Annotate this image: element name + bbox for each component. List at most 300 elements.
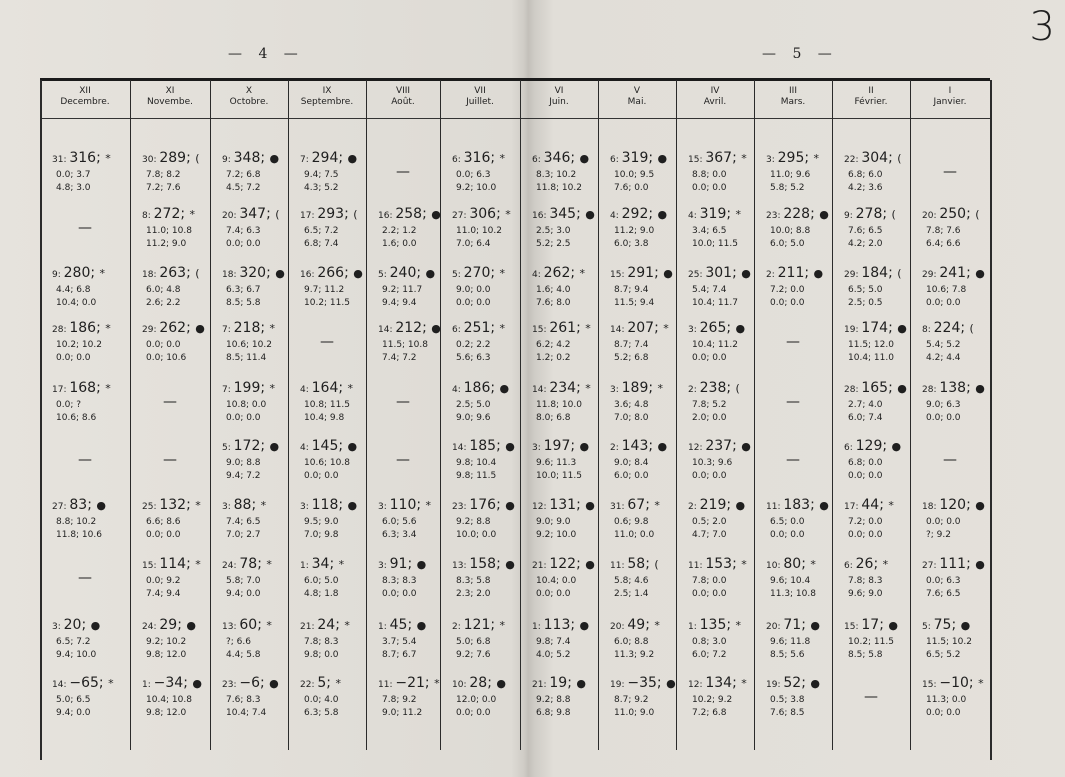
entry-line-1: 9.7; 11.2 (304, 285, 345, 295)
day-entry (532, 675, 586, 720)
entry-line-1: 0.0; 4.0 (304, 695, 339, 705)
day-entry (610, 438, 667, 483)
separator: : (305, 502, 312, 512)
entry-value: 134 (705, 675, 733, 691)
separator: ; (968, 675, 979, 691)
day-entry (222, 320, 275, 365)
entry-main (844, 206, 896, 225)
entry-line-1: 7.2; 0.0 (770, 285, 805, 295)
entry-line-2: 9.0; 11.2 (382, 708, 423, 718)
entry-line-1: 7.8; 7.6 (926, 226, 961, 236)
weather-symbol: ● (416, 558, 427, 571)
day-entry (922, 265, 985, 310)
day-entry (844, 556, 888, 601)
separator: : (457, 155, 464, 165)
month-header (520, 86, 598, 108)
weather-symbol: * (260, 499, 267, 512)
entry-day: 16 (378, 211, 390, 221)
entry-line-2: 0.0; 0.0 (770, 298, 805, 308)
day-entry (378, 617, 426, 662)
separator: : (849, 443, 856, 453)
weather-symbol: ( (654, 558, 659, 571)
separator: : (457, 325, 464, 335)
entry-line-2: 0.0; 0.0 (456, 708, 491, 718)
separator: : (543, 325, 550, 335)
weather-symbol: ● (585, 499, 595, 512)
entry-day: 31 (52, 155, 64, 165)
day-entry (142, 675, 202, 720)
entry-line-2: 0.0; 0.0 (848, 530, 883, 540)
entry-line-1: 0.0; 9.2 (146, 576, 181, 586)
entry-main (52, 320, 111, 339)
day-entry (300, 150, 357, 195)
weather-symbol: ( (195, 267, 200, 280)
month-name: Février. (854, 97, 888, 107)
separator: ; (338, 497, 348, 513)
entry-line-2: 9.2; 10.0 (536, 530, 577, 540)
month-header (832, 86, 910, 108)
empty-cell-dash: — (163, 452, 177, 468)
separator: ; (422, 206, 432, 222)
entry-line-1: 0.0; 3.7 (56, 170, 91, 180)
entry-day: 4 (532, 270, 538, 280)
entry-value: 121 (463, 617, 491, 633)
day-entry (610, 497, 660, 542)
day-entry (688, 556, 747, 601)
entry-line-1: 8.8; 10.2 (56, 517, 97, 527)
entry-main (452, 617, 505, 636)
day-entry (452, 438, 515, 483)
entry-day: 6 (844, 561, 850, 571)
day-entry (766, 150, 819, 195)
entry-day: 22 (844, 155, 856, 165)
entry-value: 251 (463, 320, 491, 336)
weather-symbol: * (269, 382, 276, 395)
entry-main (532, 265, 585, 284)
weather-symbol: ● (505, 558, 515, 571)
entry-day: 2 (452, 622, 458, 632)
entry-line-1: 0.2; 2.2 (456, 340, 491, 350)
entry-day: 6 (452, 325, 458, 335)
entry-day: 15 (532, 325, 544, 335)
entry-day: 2 (766, 270, 772, 280)
entry-line-1: 0.0; 0.0 (926, 517, 961, 527)
entry-line-2: 10.0; 11.5 (692, 239, 738, 249)
entry-day: 31 (610, 502, 622, 512)
entry-day: 5 (222, 443, 228, 453)
entry-value: 122 (549, 556, 577, 572)
weather-symbol: * (195, 499, 201, 512)
entry-line-2: ?; 9.2 (926, 530, 951, 540)
entry-value: 319 (621, 150, 649, 166)
separator: ; (882, 438, 892, 454)
entry-main (222, 150, 279, 169)
separator: ; (656, 675, 667, 691)
entry-line-1: ?; 6.6 (226, 637, 251, 647)
separator: ; (260, 675, 270, 691)
weather-symbol: ● (960, 619, 971, 632)
entry-main (452, 438, 515, 457)
day-entry (688, 150, 747, 195)
day-entry (142, 556, 201, 601)
entry-day: 27 (452, 211, 464, 221)
weather-symbol: ● (585, 208, 595, 221)
entry-line-1: 3.6; 4.8 (614, 400, 649, 410)
entry-value: 266 (317, 265, 345, 281)
entry-value: 316 (463, 150, 491, 166)
entry-main (532, 556, 595, 575)
day-entry (452, 617, 505, 662)
weather-symbol: ● (579, 619, 590, 632)
month-header (910, 86, 990, 108)
entry-value: 345 (549, 206, 577, 222)
day-entry (844, 265, 902, 310)
entry-value: −21 (395, 675, 425, 691)
entry-main (688, 438, 751, 457)
entry-line-1: 7.2; 0.0 (848, 517, 883, 527)
day-entry (452, 497, 515, 542)
entry-line-2: 0.0; 0.0 (848, 471, 883, 481)
entry-main (844, 438, 901, 457)
empty-cell-dash: — (396, 164, 410, 180)
day-entry (300, 497, 357, 542)
day-entry (766, 675, 820, 720)
entry-value: 118 (311, 497, 339, 513)
entry-line-2: 9.8; 12.0 (146, 708, 187, 718)
day-entry (222, 380, 275, 425)
weather-symbol: * (663, 322, 669, 335)
entry-day: 25 (688, 270, 700, 280)
day-entry (922, 556, 985, 601)
entry-main (610, 265, 673, 284)
separator: : (153, 502, 160, 512)
separator: ; (801, 675, 811, 691)
weather-symbol: ● (195, 322, 205, 335)
separator: ; (567, 675, 577, 691)
separator: : (699, 270, 706, 280)
entry-main (452, 150, 505, 169)
entry-day: 23 (766, 211, 778, 221)
entry-main (688, 320, 745, 339)
entry-value: 234 (549, 380, 577, 396)
entry-value: 280 (63, 265, 91, 281)
weather-symbol: * (579, 267, 586, 280)
entry-main (222, 380, 275, 399)
separator: ; (888, 380, 898, 396)
entry-main (766, 150, 819, 169)
entry-day: 1 (532, 622, 538, 632)
separator: : (693, 211, 700, 221)
weather-symbol: ● (96, 499, 106, 512)
separator: : (153, 622, 160, 632)
entry-line-2: 2.5; 0.5 (848, 298, 883, 308)
weather-symbol: * (735, 619, 742, 632)
weather-symbol: ● (505, 440, 515, 453)
separator: ; (648, 206, 658, 222)
entry-value: 75 (933, 617, 952, 633)
separator: ; (804, 265, 814, 281)
entry-value: 316 (69, 150, 97, 166)
entry-line-2: 7.2; 7.6 (146, 183, 181, 193)
separator: ; (570, 617, 580, 633)
day-entry (922, 617, 972, 662)
entry-line-1: 10.8; 0.0 (226, 400, 267, 410)
separator: ; (888, 265, 898, 281)
weather-symbol: * (888, 499, 894, 512)
separator: : (389, 680, 396, 690)
day-entry (452, 150, 505, 195)
entry-line-2: 8.0; 6.8 (536, 413, 571, 423)
weather-symbol: ● (819, 208, 829, 221)
entry-main (610, 497, 660, 516)
weather-symbol: ● (657, 440, 668, 453)
entry-value: 212 (395, 320, 423, 336)
weather-symbol: ● (579, 440, 590, 453)
separator: ; (570, 438, 580, 454)
entry-main (844, 150, 902, 169)
entry-value: 45 (389, 617, 408, 633)
entry-main (688, 497, 745, 516)
entry-main (532, 617, 589, 636)
entry-value: 138 (939, 380, 967, 396)
month-name: Mai. (627, 97, 647, 107)
weather-symbol: ● (269, 152, 280, 165)
entry-main (222, 617, 272, 636)
separator: : (311, 680, 318, 690)
day-entry (844, 320, 907, 365)
table-top-rule (40, 78, 990, 81)
entry-value: 110 (389, 497, 417, 513)
separator: : (153, 561, 160, 571)
separator: ; (344, 206, 354, 222)
separator: : (147, 680, 154, 690)
entry-day: 8 (922, 325, 928, 335)
entry-main (52, 150, 111, 169)
empty-cell-dash: — (786, 394, 800, 410)
separator: ; (260, 380, 270, 396)
entry-line-2: 0.0; 0.0 (304, 471, 339, 481)
weather-symbol: * (105, 152, 111, 165)
day-entry (222, 556, 272, 601)
entry-day: 28 (52, 325, 64, 335)
entry-day: 3 (766, 155, 772, 165)
entry-main (532, 438, 589, 457)
day-entry (452, 380, 509, 425)
entry-day: 6 (532, 155, 538, 165)
day-entry (766, 556, 816, 601)
entry-main (922, 675, 984, 694)
entry-line-1: 10.2; 11.5 (848, 637, 894, 647)
entry-main (378, 497, 431, 516)
month-name: Janvier. (933, 97, 967, 107)
column-rule (288, 80, 289, 750)
entry-line-2: 0.0; 0.0 (382, 589, 417, 599)
separator: ; (496, 206, 506, 222)
separator: ; (180, 206, 190, 222)
column-rule (366, 80, 367, 750)
separator: : (153, 155, 160, 165)
entry-main (300, 150, 357, 169)
weather-symbol: ● (663, 267, 673, 280)
entry-line-1: 7.8; 0.0 (692, 576, 727, 586)
weather-symbol: * (338, 558, 345, 571)
separator: : (777, 561, 784, 571)
entry-line-1: 0.8; 3.0 (692, 637, 727, 647)
day-entry (300, 380, 353, 425)
separator: ; (810, 497, 820, 513)
entry-day: 20 (610, 622, 622, 632)
entry-line-1: 2.7; 4.0 (848, 400, 883, 410)
entry-main (142, 150, 200, 169)
weather-symbol: ● (275, 267, 285, 280)
entry-day: 22 (300, 680, 312, 690)
weather-symbol: * (813, 152, 820, 165)
day-entry (378, 265, 435, 310)
entry-main (378, 617, 426, 636)
entry-line-2: 11.2; 9.0 (146, 239, 187, 249)
entry-line-1: 7.4; 6.3 (226, 226, 261, 236)
entry-day: 1 (300, 561, 306, 571)
entry-line-2: 8.5; 5.8 (848, 650, 883, 660)
entry-value: 67 (627, 497, 646, 513)
separator: ; (726, 320, 736, 336)
entry-main (222, 320, 275, 339)
separator: : (855, 270, 862, 280)
entry-main (222, 497, 266, 516)
entry-main (452, 380, 509, 399)
entry-line-1: 9.2; 10.2 (146, 637, 187, 647)
entry-main (532, 497, 595, 516)
entry-value: 263 (159, 265, 187, 281)
weather-symbol: * (810, 558, 816, 571)
day-entry (532, 150, 589, 195)
month-name: Decembre. (60, 97, 110, 107)
entry-line-2: 6.4; 6.6 (926, 239, 961, 249)
entry-line-1: 10.3; 9.6 (692, 458, 733, 468)
month-roman: II (868, 86, 874, 96)
separator: ; (726, 206, 736, 222)
entry-day: 4 (688, 211, 694, 221)
weather-symbol: ● (810, 677, 820, 690)
entry-main (222, 556, 272, 575)
weather-symbol: * (344, 619, 350, 632)
entry-main (222, 675, 279, 694)
entry-day: 14 (378, 325, 390, 335)
entry-day: 15 (844, 622, 856, 632)
entry-line-2: 11.0; 9.0 (614, 708, 655, 718)
separator: : (933, 680, 940, 690)
separator: ; (726, 617, 736, 633)
entry-line-1: 0.0; ? (56, 400, 81, 410)
entry-line-1: 6.0; 4.8 (146, 285, 181, 295)
weather-symbol: ● (425, 267, 436, 280)
entry-value: 278 (855, 206, 883, 222)
entry-main (844, 320, 907, 339)
entry-line-1: 5.8; 7.0 (226, 576, 261, 586)
weather-symbol: ● (186, 619, 196, 632)
entry-line-2: 9.8; 0.0 (304, 650, 339, 660)
entry-day: 15 (922, 680, 934, 690)
separator: ; (645, 497, 655, 513)
day-entry (142, 617, 196, 662)
entry-line-2: 10.0; 11.5 (536, 471, 582, 481)
separator: ; (338, 150, 348, 166)
entry-line-2: 6.3; 5.8 (304, 708, 339, 718)
entry-line-2: 8.5; 5.6 (770, 650, 805, 660)
entry-line-1: 5.4; 5.2 (926, 340, 961, 350)
entry-main (452, 497, 515, 516)
weather-symbol: * (654, 619, 660, 632)
separator: ; (648, 380, 658, 396)
day-entry (610, 206, 667, 251)
entry-day: 18 (142, 270, 154, 280)
separator: : (305, 443, 312, 453)
month-roman: V (633, 86, 641, 96)
entry-line-1: 2.5; 3.0 (536, 226, 571, 236)
day-entry (300, 265, 363, 310)
separator: : (311, 211, 318, 221)
separator: : (927, 325, 934, 335)
weather-symbol: * (434, 677, 440, 690)
separator: : (537, 270, 544, 280)
weather-symbol: ● (431, 208, 441, 221)
entry-main (922, 556, 985, 575)
entry-value: 143 (621, 438, 649, 454)
weather-symbol: * (347, 382, 354, 395)
month-header (130, 86, 210, 108)
entry-value: 168 (69, 380, 97, 396)
day-entry (222, 617, 272, 662)
day-entry (766, 206, 829, 251)
separator: ; (490, 265, 500, 281)
separator: : (855, 622, 862, 632)
entry-value: 83 (69, 497, 88, 513)
entry-day: 17 (300, 211, 312, 221)
entry-line-1: 8.3; 10.2 (536, 170, 577, 180)
separator: : (699, 443, 706, 453)
separator: ; (570, 265, 580, 281)
entry-line-1: 0.6; 9.8 (614, 517, 649, 527)
separator: ; (648, 150, 658, 166)
separator: : (457, 385, 464, 395)
entry-main (222, 206, 280, 225)
entry-line-1: 9.8; 7.4 (536, 637, 571, 647)
separator: : (57, 270, 64, 280)
entry-main (532, 675, 586, 694)
entry-day: 29 (922, 270, 934, 280)
entry-value: 58 (627, 556, 646, 572)
separator: : (933, 385, 940, 395)
separator: : (227, 325, 234, 335)
separator: : (621, 680, 628, 690)
page-number-right: — 5 — (762, 46, 838, 62)
entry-line-1: 9.6; 10.4 (770, 576, 811, 586)
separator: : (463, 443, 470, 453)
weather-symbol: ● (192, 677, 202, 690)
entry-main (452, 320, 505, 339)
entry-day: 25 (142, 502, 154, 512)
day-entry (688, 265, 751, 310)
entry-main (142, 497, 201, 516)
entry-line-2: 7.6; 6.5 (926, 589, 961, 599)
entry-line-2: 9.6; 9.0 (848, 589, 883, 599)
weather-symbol: * (585, 382, 591, 395)
weather-symbol: ● (897, 382, 907, 395)
entry-line-2: 4.2; 3.6 (848, 183, 883, 193)
entry-value: 258 (395, 206, 423, 222)
weather-symbol: * (741, 558, 747, 571)
entry-line-2: 6.8; 9.8 (536, 708, 571, 718)
